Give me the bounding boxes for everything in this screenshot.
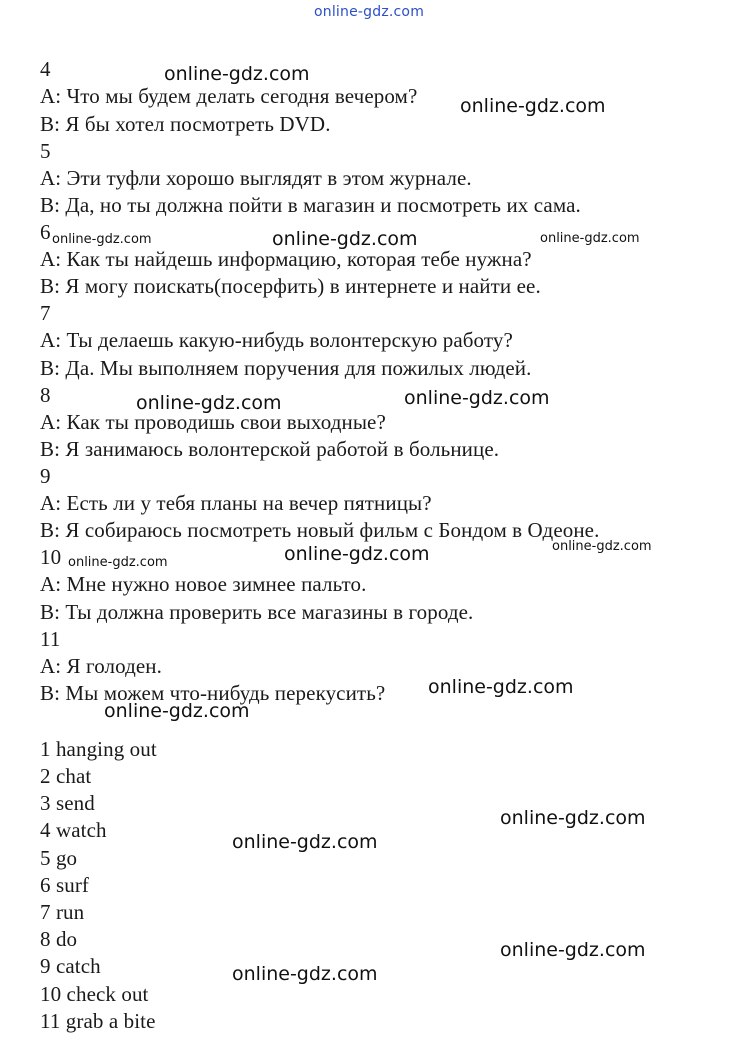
answer-item: 11 grab a bite (40, 1009, 156, 1033)
watermark: online-gdz.com (540, 231, 640, 246)
watermark: online-gdz.com (232, 831, 378, 853)
dialogue-line-b: B: Я могу поискать(посерфить) в интернете и найти ее. (40, 274, 541, 298)
dialogue-line-b: B: Я собираюсь посмотреть новый фильм с Бондом в Одеоне. (40, 518, 600, 542)
watermark: online-gdz.com (68, 555, 168, 570)
answer-item: 5 go (40, 846, 78, 870)
answer-item: 10 check out (40, 982, 149, 1006)
watermark: online-gdz.com (404, 387, 550, 409)
dialogue-line-a: A: Как ты проводишь свои выходные? (40, 410, 386, 434)
dialogue-number: 11 (40, 627, 61, 651)
dialogue-line-a: A: Мне нужно новое зимнее пальто. (40, 572, 367, 596)
dialogue-line-a: A: Ты делаешь какую-нибудь волонтерскую работу? (40, 328, 513, 352)
watermark: online-gdz.com (428, 676, 574, 698)
dialogue-line-a: A: Что мы будем делать сегодня вечером? (40, 84, 418, 108)
answer-item: 6 surf (40, 873, 90, 897)
dialogue-line-a: A: Как ты найдешь информацию, которая тебе нужна? (40, 247, 532, 271)
dialogue-line-b: B: Ты должна проверить все магазины в городе. (40, 600, 474, 624)
watermark: online-gdz.com (284, 543, 430, 565)
watermark: online-gdz.com (552, 539, 652, 554)
dialogue-number: 6 (40, 220, 51, 244)
watermark: online-gdz.com (136, 392, 282, 414)
dialogue-line-a: A: Эти туфли хорошо выглядят в этом журнале. (40, 166, 472, 190)
header-watermark: online-gdz.com (314, 4, 425, 20)
dialogue-line-b: B: Я бы хотел посмотреть DVD. (40, 112, 331, 136)
answer-item: 4 watch (40, 818, 107, 842)
dialogue-number: 4 (40, 57, 51, 81)
dialogue-line-a: A: Я голоден. (40, 654, 162, 678)
watermark: online-gdz.com (232, 963, 378, 985)
answer-item: 1 hanging out (40, 737, 157, 761)
answer-item: 9 catch (40, 954, 101, 978)
dialogue-line-a: A: Есть ли у тебя планы на вечер пятницы? (40, 491, 432, 515)
dialogue-line-b: B: Да. Мы выполняем поручения для пожилых людей. (40, 356, 532, 380)
dialogue-number: 5 (40, 139, 51, 163)
answer-item: 7 run (40, 900, 85, 924)
watermark: online-gdz.com (164, 63, 310, 85)
watermark: online-gdz.com (500, 807, 646, 829)
answer-item: 3 send (40, 791, 95, 815)
answer-item: 2 chat (40, 764, 92, 788)
watermark: online-gdz.com (52, 232, 152, 247)
answer-item: 8 do (40, 927, 78, 951)
dialogue-number: 10 (40, 545, 62, 569)
dialogue-line-b: B: Мы можем что-нибудь перекусить? (40, 681, 386, 705)
dialogue-line-b: B: Я занимаюсь волонтерской работой в больнице. (40, 437, 500, 461)
dialogue-number: 9 (40, 464, 51, 488)
watermark: online-gdz.com (272, 228, 418, 250)
watermark: online-gdz.com (500, 939, 646, 961)
dialogue-number: 8 (40, 383, 51, 407)
watermark: online-gdz.com (104, 700, 250, 722)
dialogue-number: 7 (40, 301, 51, 325)
dialogue-line-b: B: Да, но ты должна пойти в магазин и посмотреть их сама. (40, 193, 581, 217)
watermark: online-gdz.com (460, 95, 606, 117)
